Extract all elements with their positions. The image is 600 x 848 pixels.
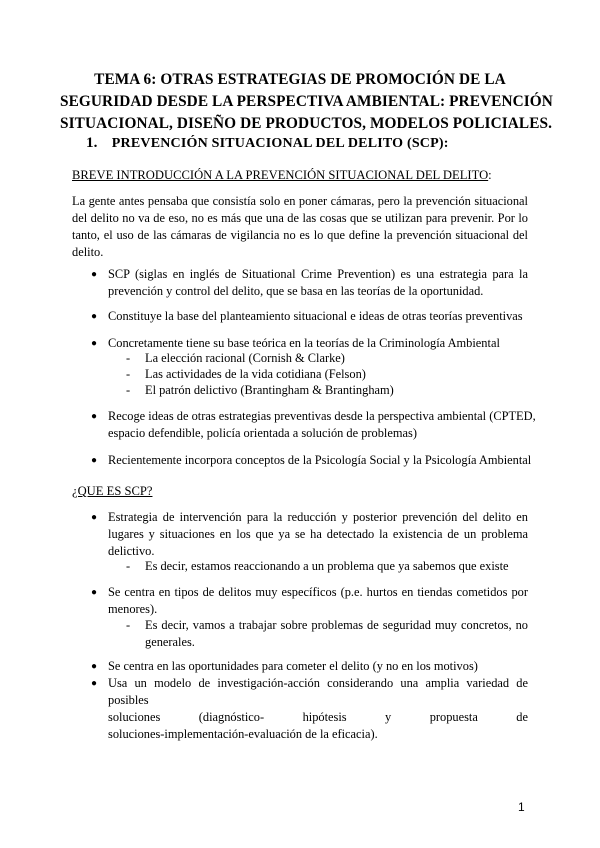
paragraph-line: del delito no va de eso, no es más que una de las cosas que se utilizan para prevenir. Por lo: [72, 210, 528, 225]
paragraph-line: tanto, el uso de las cámaras de vigilancia no es lo que define la prevención situacional del: [72, 227, 528, 242]
sub-item: La elección racional (Cornish & Clarke): [145, 351, 345, 365]
sub-item-line: Es decir, vamos a trabajar sobre problemas de seguridad muy concretos, no: [145, 618, 528, 632]
intro-subheading-text: BREVE INTRODUCCIÓN A LA PREVENCIÓN SITUACIONAL DEL DELITO: [72, 168, 489, 182]
list-item-line: Se centra en las oportunidades para cometer el delito (y no en los motivos): [108, 659, 478, 673]
list-item-line: menores).: [108, 601, 158, 616]
list-item-line: Se centra en tipos de delitos muy específicos (p.e. hurtos en tiendas cometidos por: [108, 585, 528, 599]
list-item-line: SCP (siglas en inglés de Situational Crime Prevention) es una estrategia para la: [108, 267, 528, 281]
list-item-line: soluciones (diagnóstico- hipótesis y propuesta de: [108, 709, 528, 724]
bullet-icon: ●: [90, 411, 98, 422]
section-heading: [86, 133, 449, 154]
sub-item: El patrón delictivo (Brantingham & Brantingham): [145, 383, 394, 397]
section-number: 1.: [86, 134, 98, 151]
bullet-icon: ●: [90, 661, 98, 672]
page-number: 1: [518, 800, 525, 814]
list-item-line: lugares y situaciones en los que ya se ha detectado la existencia de un problema: [108, 526, 528, 541]
dash-icon: -: [126, 367, 131, 381]
dash-icon: -: [126, 351, 131, 365]
list-item: [108, 452, 532, 469]
sub-item: Las actividades de la vida cotidiana (Felson): [145, 367, 366, 381]
title-line: SEGURIDAD DESDE LA PERSPECTIVA AMBIENTAL: PREVENCIÓN: [60, 93, 553, 110]
dash-icon: -: [126, 383, 131, 397]
section-title: PREVENCIÓN SITUACIONAL DEL DELITO (SCP):: [111, 136, 449, 151]
bullet-icon: ●: [90, 678, 98, 689]
intro-subheading-colon: :: [488, 168, 492, 182]
list-item-line: espacio defendible, policía orientada a solución de problemas): [108, 425, 417, 440]
list-item-line: Estrategia de intervención para la reducción y posterior prevención del delito en: [108, 510, 528, 524]
bullet-icon: ●: [90, 311, 98, 322]
title-line: TEMA 6: OTRAS ESTRATEGIAS DE PROMOCIÓN DE LA: [94, 71, 506, 88]
intro-subheading: [72, 167, 492, 183]
list-item: [108, 675, 528, 743]
sub-item: [145, 617, 528, 651]
list-item: [108, 308, 528, 325]
list-item: [108, 408, 536, 442]
paragraph-line: delito.: [72, 244, 104, 259]
list-item: [108, 266, 528, 300]
bullet-icon: ●: [90, 338, 98, 349]
list-item-line: Constituye la base del planteamiento situacional e ideas de otras teorías preventivas: [108, 309, 523, 323]
list-item-line: Recientemente incorpora conceptos de la Psicología Social y la Psicología Ambiental: [108, 453, 532, 467]
list-item: [108, 584, 528, 618]
list-item-line: Concretamente tiene su base teórica en la teorías de la Criminología Ambiental: [108, 336, 500, 350]
list-item-line: Usa un modelo de investigación-acción considerando una amplia variedad de posibles: [108, 676, 528, 707]
list-item: [108, 658, 528, 675]
title-line: SITUACIONAL, DISEÑO DE PRODUCTOS, MODELOS POLICIALES.: [60, 115, 553, 132]
list-item-line: delictivo.: [108, 543, 155, 558]
list-item: [108, 509, 528, 560]
list-item-line: Recoge ideas de otras estrategias preventivas desde la perspectiva ambiental (CPTED,: [108, 409, 536, 423]
document-title: [60, 69, 553, 135]
sub-item: Es decir, estamos reaccionando a un problema que ya sabemos que existe: [145, 559, 509, 573]
dash-icon: -: [126, 559, 131, 573]
bullet-icon: ●: [90, 455, 98, 466]
what-subheading: ¿QUE ES SCP?: [72, 484, 153, 498]
bullet-icon: ●: [90, 512, 98, 523]
paragraph-line: La gente antes pensaba que consistía solo en poner cámaras, pero la prevención situacional: [72, 194, 528, 208]
dash-icon: -: [126, 618, 131, 632]
intro-paragraph: [72, 193, 528, 261]
sub-item-line: generales.: [145, 634, 195, 649]
bullet-icon: ●: [90, 587, 98, 598]
list-item-line: prevención y control del delito, que se basa en las teorías de la oportunidad.: [108, 283, 484, 298]
bullet-icon: ●: [90, 269, 98, 280]
list-item-line: soluciones-implementación-evaluación de la eficacia).: [108, 726, 378, 741]
